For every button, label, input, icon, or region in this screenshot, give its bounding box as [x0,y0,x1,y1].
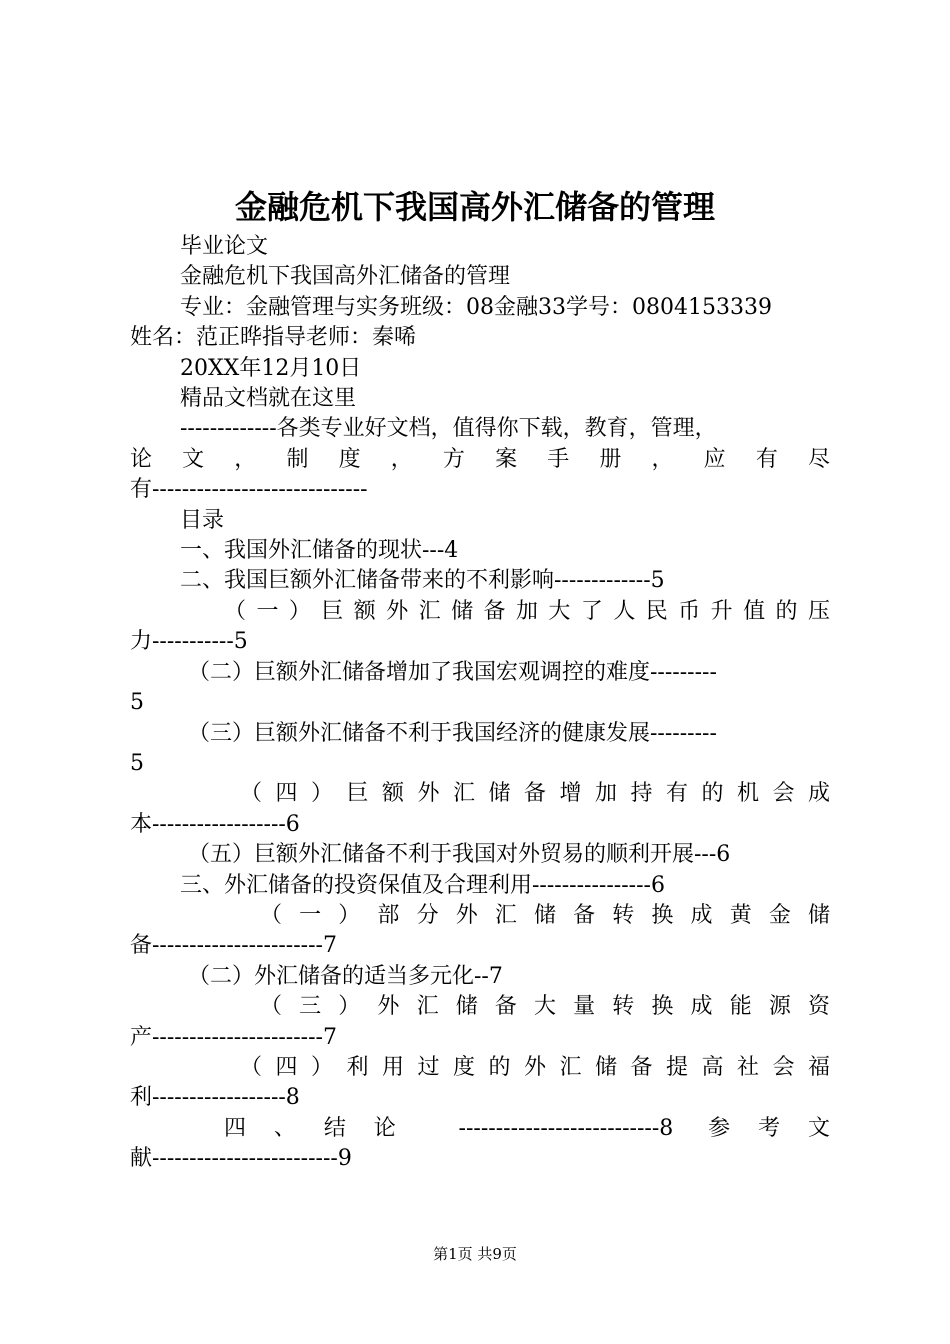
toc-item: 三、外汇储备的投资保值及合理利用----------------6 [180,872,665,898]
toc-item-cont: 力-----------5 [130,629,248,655]
toc-item: 四、结论 ---------------------------8 参考文 [224,1115,830,1141]
toc-item: 二、我国巨额外汇储备带来的不利影响-------------5 [180,568,665,594]
toc-item-cont: 备-----------------------7 [130,933,337,959]
toc-item: （一）部分外汇储备转换成黄金储 [260,902,830,928]
line-date: 20XX年12月10日 [180,355,362,381]
line-ad-2: 论文，制度，方案手册，应有尽 [130,446,830,472]
toc-item: 一、我国外汇储备的现状---4 [180,538,459,564]
line-ad-1: -------------各类专业好文档，值得你下载，教育，管理， [180,416,717,442]
page-footer: 第1页 共9页 [433,1245,517,1263]
document-title: 金融危机下我国高外汇储备的管理 [234,188,715,226]
toc-heading: 目录 [180,507,225,533]
toc-item: （五）巨额外汇储备不利于我国对外贸易的顺利开展---6 [188,842,731,868]
toc-item: （四）巨额外汇储备增加持有的机会成 [240,781,830,807]
line-thesis-label: 毕业论文 [180,234,269,259]
toc-item: （二）巨额外汇储备增加了我国宏观调控的难度--------- [188,659,717,685]
toc-item-cont: 利------------------8 [130,1085,300,1111]
line-watermark-text: 精品文档就在这里 [180,386,357,412]
document-body [130,232,830,1175]
toc-item: （三）外汇储备大量转换成能源资 [260,994,830,1020]
line-major-class-id: 专业：金融管理与实务班级：08金融33学号：0804153339 [180,294,772,320]
toc-item-cont: 本------------------6 [130,811,300,837]
toc-item-cont: 献-------------------------9 [130,1146,352,1172]
toc-item-cont: 5 [130,690,144,716]
line-ad-3: 有----------------------------- [130,477,368,503]
toc-item-cont: 产-----------------------7 [130,1024,337,1050]
line-name-advisor: 姓名：范正晔指导老师：秦唏 [130,325,417,351]
line-subtitle: 金融危机下我国高外汇储备的管理 [180,264,511,290]
toc-item-cont: 5 [130,750,144,776]
toc-item: （四）利用过度的外汇储备提高社会福 [240,1054,830,1080]
toc-item: （一）巨额外汇储备加大了人民币升值的压 [224,598,830,624]
toc-item: （三）巨额外汇储备不利于我国经济的健康发展--------- [188,720,717,746]
toc-item: （二）外汇储备的适当多元化--7 [188,963,503,989]
